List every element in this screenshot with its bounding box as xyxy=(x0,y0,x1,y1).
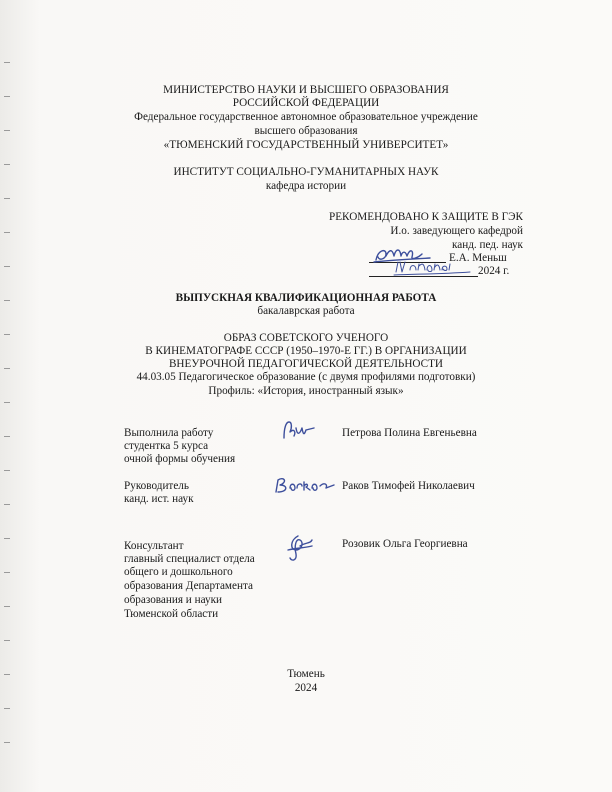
consultant-position: общего и дошкольного xyxy=(124,566,233,578)
city: Тюмень xyxy=(287,668,325,680)
binding-mark xyxy=(4,266,10,267)
binding-mark xyxy=(4,232,10,233)
binding-mark xyxy=(4,708,10,709)
binding-mark xyxy=(4,198,10,199)
work-title-line: В КИНЕМАТОГРАФЕ СССР (1950–1970-Е ГГ.) В ОРГАНИЗАЦИИ xyxy=(145,345,467,357)
work-type: ВЫПУСКНАЯ КВАЛИФИКАЦИОННАЯ РАБОТА xyxy=(175,292,437,304)
advisor-name: Раков Тимофей Николаевич xyxy=(342,480,475,492)
advisor-role: Руководитель xyxy=(124,480,189,492)
university-name: «ТЮМЕНСКИЙ ГОСУДАРСТВЕННЫЙ УНИВЕРСИТЕТ» xyxy=(163,139,449,151)
binding-mark xyxy=(4,572,10,573)
binding-mark xyxy=(4,538,10,539)
organization-line: высшего образования xyxy=(254,125,358,137)
student-role: студентка 5 курса xyxy=(124,440,209,452)
study-program: 44.03.05 Педагогическое образование (с двумя профилями подготовки) xyxy=(136,371,476,383)
consultant-position: главный специалист отдела xyxy=(124,553,255,565)
organization-line: Федеральное государственное автономное образовательное учреждение xyxy=(134,111,478,123)
advisor-degree: канд. ист. наук xyxy=(124,493,194,505)
binding-mark xyxy=(4,504,10,505)
binding-mark xyxy=(4,62,10,63)
binding-mark xyxy=(4,640,10,641)
binding-mark xyxy=(4,470,10,471)
department-name: кафедра истории xyxy=(265,180,347,192)
institute-name: ИНСТИТУТ СОЦИАЛЬНО-ГУМАНИТАРНЫХ НАУК xyxy=(173,166,439,178)
approval-degree: канд. пед. наук xyxy=(451,239,523,251)
student-role: очной формы обучения xyxy=(124,453,236,465)
work-title-line: ОБРАЗ СОВЕТСКОГО УЧЕНОГО xyxy=(223,332,389,344)
consultant-position: образования Департамента xyxy=(124,580,253,592)
binding-mark xyxy=(4,742,10,743)
student-name: Петрова Полина Евгеньевна xyxy=(342,427,477,439)
consultant-position: Тюменской области xyxy=(124,608,219,620)
approval-position: И.о. заведующего кафедрой xyxy=(390,225,523,237)
approval-year: 2024 г. xyxy=(478,265,510,277)
binding-mark xyxy=(4,436,10,437)
ministry-line: МИНИСТЕРСТВО НАУКИ И ВЫСШЕГО ОБРАЗОВАНИЯ xyxy=(163,84,449,96)
student-role: Выполнила работу xyxy=(124,427,214,439)
approval-heading: РЕКОМЕНДОВАНО К ЗАЩИТЕ В ГЭК xyxy=(328,211,523,223)
binding-mark xyxy=(4,402,10,403)
year: 2024 xyxy=(294,682,318,694)
consultant-position: образования и науки xyxy=(124,594,222,606)
binding-mark xyxy=(4,606,10,607)
binding-mark xyxy=(4,164,10,165)
study-profile: Профиль: «История, иностранный язык» xyxy=(208,385,404,397)
work-level: бакалаврская работа xyxy=(257,305,355,317)
approval-name: Е.А. Меньш xyxy=(449,252,507,264)
consultant-role: Консультант xyxy=(124,540,184,552)
work-title-line: ВНЕУРОЧНОЙ ПЕДАГОГИЧЕСКОЙ ДЕЯТЕЛЬНОСТИ xyxy=(168,358,444,370)
consultant-name: Розовик Ольга Георгиевна xyxy=(342,538,468,550)
ministry-line: РОССИЙСКОЙ ФЕДЕРАЦИИ xyxy=(232,97,380,109)
